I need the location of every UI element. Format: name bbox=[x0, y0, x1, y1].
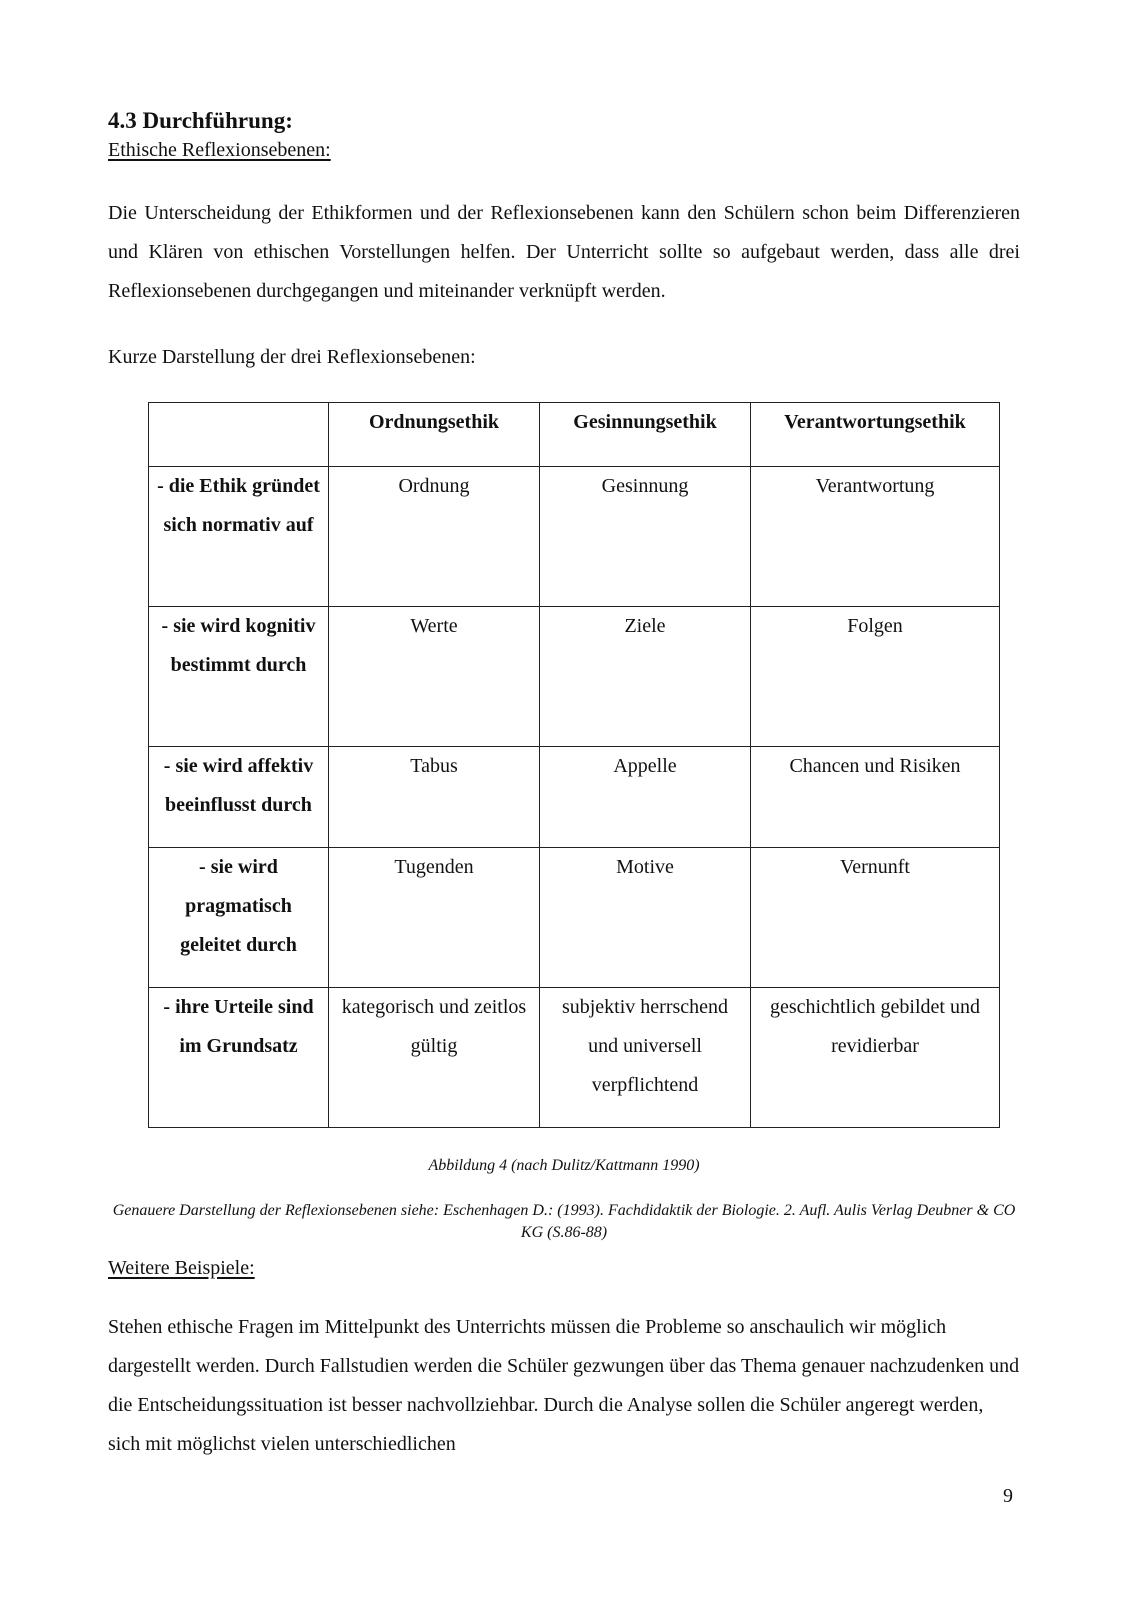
table-cell: Verantwortung bbox=[751, 467, 1000, 607]
subheading-reflexionsebenen: Ethische Reflexionsebenen: bbox=[108, 139, 331, 161]
header-gesinnungsethik: Gesinnungsethik bbox=[540, 403, 751, 467]
row-label: - ihre Urteile sind im Grundsatz bbox=[149, 988, 329, 1128]
table-row bbox=[149, 467, 1000, 607]
header-empty-cell bbox=[149, 403, 329, 467]
figure-caption: Abbildung 4 (nach Dulitz/Kattmann 1990) bbox=[428, 1157, 700, 1174]
row-label: - sie wird kognitiv bestimmt durch bbox=[149, 607, 329, 747]
row-label: - sie wird affektiv beeinflusst durch bbox=[149, 747, 329, 848]
table-row bbox=[149, 747, 1000, 848]
subheading-weitere-beispiele: Weitere Beispiele: bbox=[108, 1257, 255, 1279]
page-number: 9 bbox=[1003, 1485, 1013, 1507]
table-cell: Chancen und Risiken bbox=[751, 747, 1000, 848]
table-row bbox=[149, 988, 1000, 1128]
section-heading: 4.3 Durchführung: bbox=[108, 108, 293, 133]
examples-paragraph: Stehen ethische Fragen im Mittelpunkt des Unterrichts müssen die Probleme so anschaulich wir möglich dargestellt werden. Durch Fallstudien werden die Schüler gezwungen über das Thema genauer nachzudenken und die Entscheidungssituation ist besser nachvollziehbar. Durch die Analyse sollen die Schüler angeregt werden, sich mit möglichst vielen unterschiedlichen bbox=[108, 1316, 1020, 1455]
table-header-row bbox=[149, 403, 1000, 467]
table-cell: Ziele bbox=[540, 607, 751, 747]
table-row bbox=[149, 848, 1000, 988]
table-cell: geschichtlich gebildet und revidierbar bbox=[751, 988, 1000, 1128]
source-note: Genauere Darstellung der Reflexionsebenen siehe: Eschenhagen D.: (1993). Fachdidaktik der Biologie. 2. Aufl. Aulis Verlag Deubner & CO KG (S.86-88) bbox=[112, 1202, 1016, 1241]
row-label: - die Ethik gründet sich normativ auf bbox=[149, 467, 329, 607]
table-cell: kategorisch und zeitlos gültig bbox=[329, 988, 540, 1128]
table-cell: Tabus bbox=[329, 747, 540, 848]
table-cell: Motive bbox=[540, 848, 751, 988]
intro-paragraph: Die Unterscheidung der Ethikformen und der Reflexionsebenen kann den Schülern schon beim Differenzieren und Klären von ethischen Vorstellungen helfen. Der Unterricht sollte so aufgebaut werden, dass alle drei Reflexionsebenen durchgegangen und miteinander verknüpft werden. bbox=[108, 202, 1020, 302]
table-cell: Appelle bbox=[540, 747, 751, 848]
table-cell: Gesinnung bbox=[540, 467, 751, 607]
table-cell: Werte bbox=[329, 607, 540, 747]
table-intro-paragraph: Kurze Darstellung der drei Reflexionsebenen: bbox=[108, 346, 476, 368]
table-row bbox=[149, 607, 1000, 747]
header-verantwortungsethik: Verantwortungsethik bbox=[751, 403, 1000, 467]
table-cell: subjektiv herrschend und universell verpflichtend bbox=[540, 988, 751, 1128]
table-cell: Vernunft bbox=[751, 848, 1000, 988]
table-cell: Folgen bbox=[751, 607, 1000, 747]
header-ordnungsethik: Ordnungsethik bbox=[329, 403, 540, 467]
table-cell: Ordnung bbox=[329, 467, 540, 607]
table-cell: Tugenden bbox=[329, 848, 540, 988]
row-label: - sie wird pragmatisch geleitet durch bbox=[149, 848, 329, 988]
ethics-table bbox=[148, 402, 1000, 1128]
